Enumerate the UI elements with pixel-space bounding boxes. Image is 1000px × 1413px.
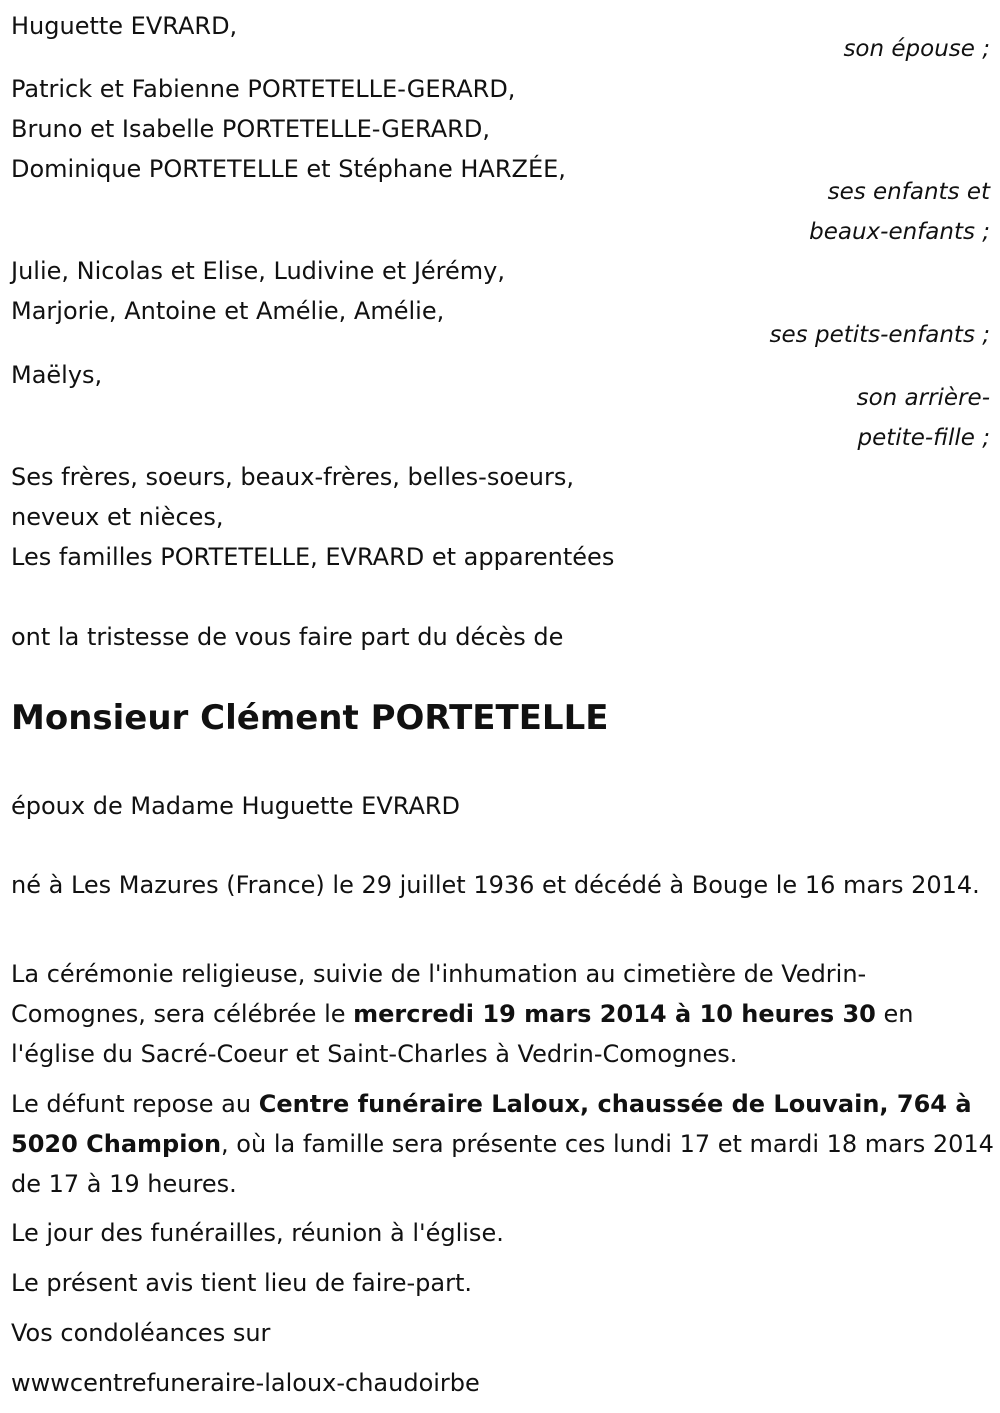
grandchildren-role: ses petits-enfants ; — [769, 322, 990, 348]
ceremony-text-end: en l'église du Sacré-Coeur et Saint-Charles à Vedrin-Comognes. — [11, 1000, 914, 1068]
great-grandchild-name: Maëlys, — [11, 361, 103, 389]
child-line: Bruno et Isabelle PORTETELLE-GERARD, — [11, 115, 490, 143]
funeral-home-address: Centre funéraire Laloux, chaussée de Louvain, 764 à 5020 Champion — [11, 1090, 972, 1158]
condolences-label: Vos condoléances sur — [11, 1319, 271, 1347]
spouse-name: Huguette EVRARD, — [11, 12, 238, 40]
children-role-cont: beaux-enfants ; — [809, 219, 990, 245]
deceased-name: Monsieur Clément PORTETELLE — [11, 698, 609, 738]
notice: Le présent avis tient lieu de faire-part. — [11, 1269, 473, 1297]
announcement: ont la tristesse de vous faire part du décès de — [11, 623, 564, 651]
family-line: Ses frères, soeurs, beaux-frères, belles-soeurs, — [11, 463, 574, 491]
ceremony-paragraph — [11, 954, 996, 1074]
children-role: ses enfants et — [827, 179, 990, 205]
spouse-role: son épouse ; — [843, 36, 990, 62]
family-line: neveux et nièces, — [11, 503, 224, 531]
rest-text: Le défunt repose au — [11, 1090, 259, 1118]
great-grandchild-role-cont: petite-fille ; — [857, 425, 990, 451]
funeral-day: Le jour des funérailles, réunion à l'église. — [11, 1219, 504, 1247]
rest-text-end: , où la famille sera présente ces lundi 17 et mardi 18 mars 2014 de 17 à 19 heures. — [11, 1130, 994, 1198]
grandchild-line: Marjorie, Antoine et Amélie, Amélie, — [11, 297, 445, 325]
child-line: Patrick et Fabienne PORTETELLE-GERARD, — [11, 75, 516, 103]
great-grandchild-role: son arrière- — [856, 385, 990, 411]
ceremony-text: La cérémonie religieuse, suivie de l'inhumation au cimetière de Vedrin-Comognes, sera célébrée le — [11, 960, 867, 1028]
family-line: Les familles PORTETELLE, EVRARD et apparentées — [11, 543, 615, 571]
website-link[interactable]: wwwcentrefuneraire-laloux-chaudoirbe — [11, 1369, 480, 1397]
birth-death: né à Les Mazures (France) le 29 juillet 1936 et décédé à Bouge le 16 mars 2014. — [11, 871, 980, 899]
child-line: Dominique PORTETELLE et Stéphane HARZÉE, — [11, 155, 566, 183]
spouse-of: époux de Madame Huguette EVRARD — [11, 792, 461, 820]
rest-paragraph — [11, 1084, 996, 1204]
ceremony-datetime: mercredi 19 mars 2014 à 10 heures 30 — [353, 1000, 876, 1028]
grandchild-line: Julie, Nicolas et Elise, Ludivine et Jérémy, — [11, 257, 505, 285]
